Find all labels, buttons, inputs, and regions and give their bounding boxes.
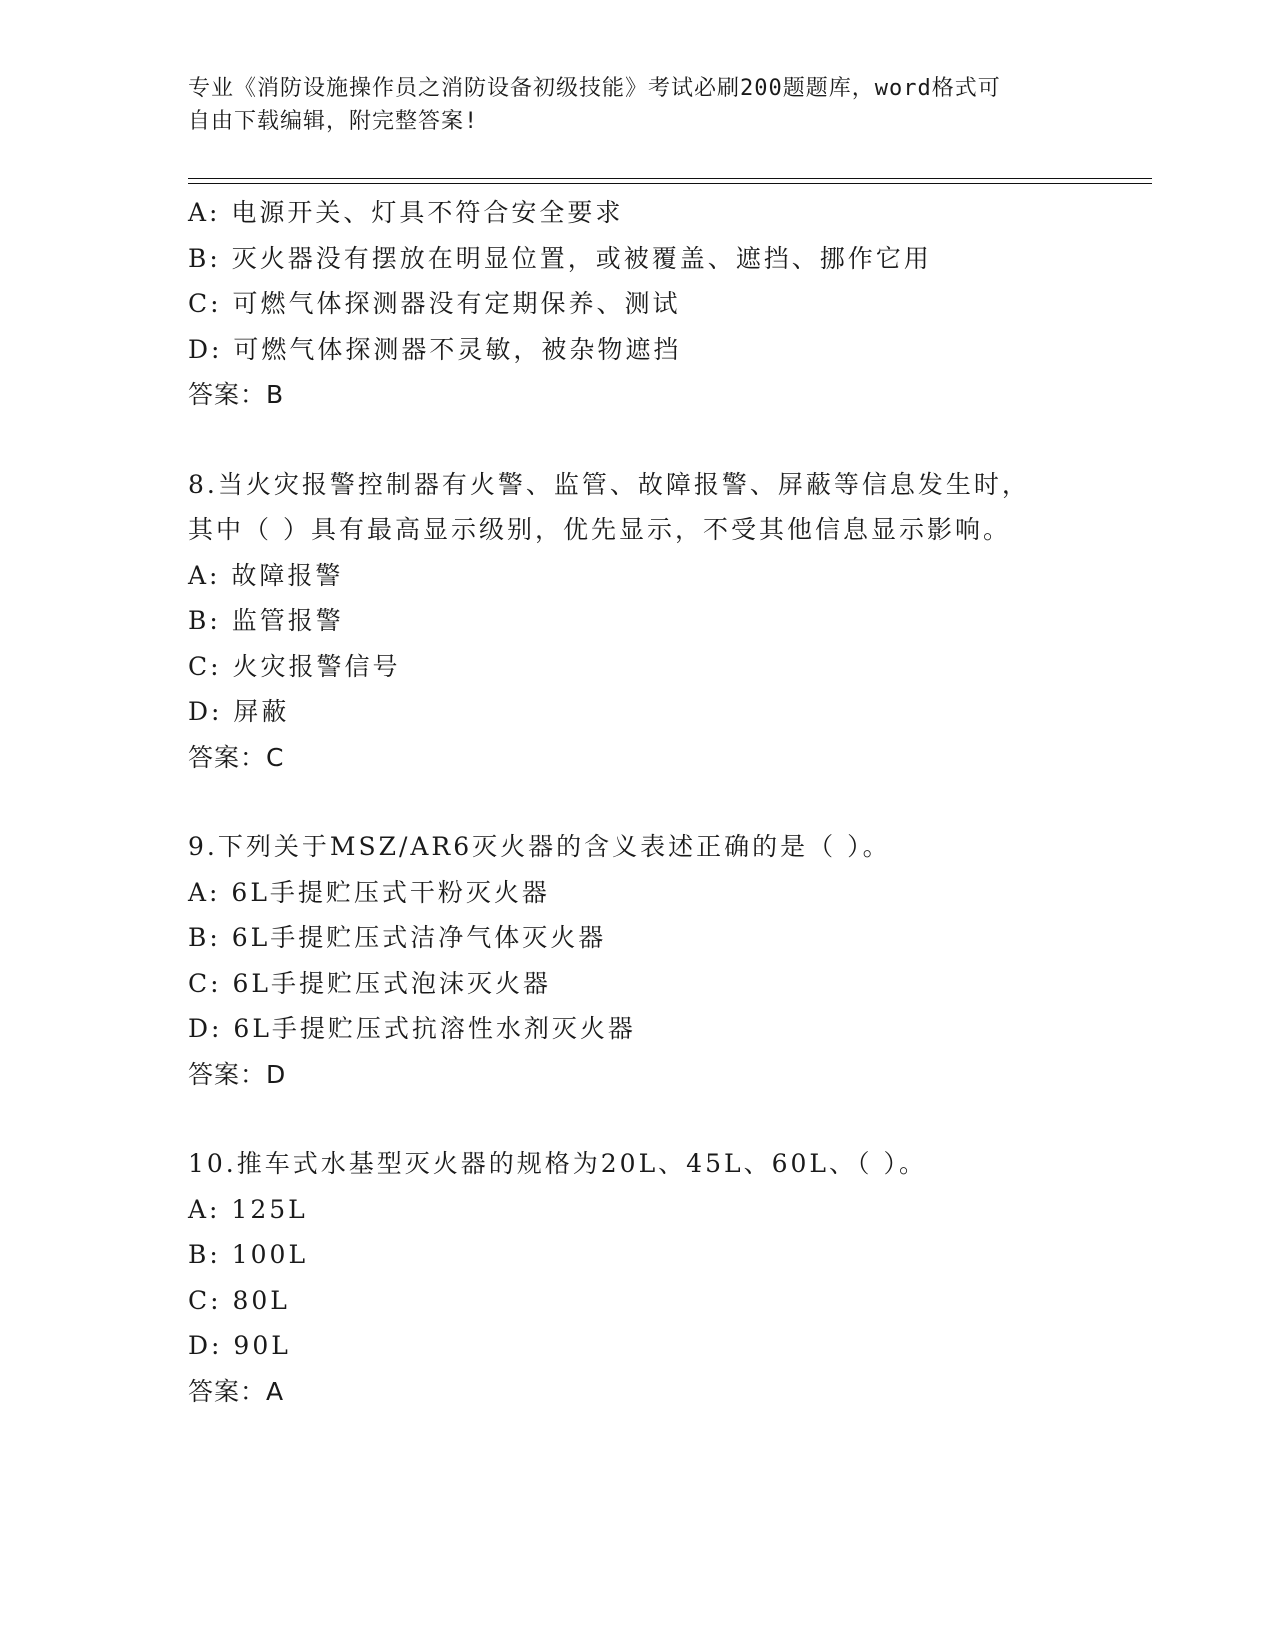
option-c: C: 80L bbox=[188, 1285, 290, 1315]
question-7-partial bbox=[188, 190, 1152, 418]
answer: 答案：B bbox=[188, 380, 285, 409]
question-list bbox=[188, 190, 1152, 1414]
option-b: B: 6L手提贮压式洁净气体灭火器 bbox=[188, 923, 607, 952]
header-divider-bottom bbox=[188, 183, 1152, 184]
header-divider-top bbox=[188, 178, 1152, 179]
answer: 答案：A bbox=[188, 1376, 285, 1406]
option-c: C: 可燃气体探测器没有定期保养、测试 bbox=[188, 289, 681, 318]
header-title-line-1: 专业《消防设施操作员之消防设备初级技能》考试必刷200题题库，word格式可 bbox=[188, 76, 1001, 101]
option-a: A: 125L bbox=[188, 1194, 308, 1224]
option-b: B: 监管报警 bbox=[188, 606, 344, 635]
option-a: A: 电源开关、灯具不符合安全要求 bbox=[188, 198, 624, 227]
question-stem: 9.下列关于MSZ/AR6灭火器的含义表述正确的是（ ）。 bbox=[188, 832, 891, 861]
question-10 bbox=[188, 1141, 1152, 1414]
option-a: A: 故障报警 bbox=[188, 560, 344, 590]
answer: 答案：C bbox=[188, 742, 285, 772]
question-stem-continued: 其中（ ）具有最高显示级别，优先显示，不受其他信息显示影响。 bbox=[188, 515, 1011, 544]
option-c: C: 6L手提贮压式泡沫灭火器 bbox=[188, 968, 552, 998]
option-d: D: 屏蔽 bbox=[188, 697, 290, 726]
answer: 答案：D bbox=[188, 1059, 287, 1089]
header-title-line-2: 自由下载编辑，附完整答案! bbox=[188, 109, 479, 134]
spacer bbox=[188, 418, 1152, 462]
option-b: B: 100L bbox=[188, 1240, 309, 1269]
option-d: D: 90L bbox=[188, 1331, 291, 1360]
question-stem: 10.推车式水基型灭火器的规格为20L、45L、60L、（ ）。 bbox=[188, 1149, 927, 1178]
option-d: D: 可燃气体探测器不灵敏，被杂物遮挡 bbox=[188, 334, 682, 364]
question-stem: 8.当火灾报警控制器有火警、监管、故障报警、屏蔽等信息发生时， bbox=[188, 469, 1030, 499]
spacer bbox=[188, 780, 1152, 824]
option-d: D: 6L手提贮压式抗溶性水剂灭火器 bbox=[188, 1014, 636, 1043]
question-8 bbox=[188, 462, 1152, 781]
question-9 bbox=[188, 824, 1152, 1097]
option-c: C: 火灾报警信号 bbox=[188, 651, 401, 681]
document-header bbox=[188, 72, 1078, 138]
option-a: A: 6L手提贮压式干粉灭火器 bbox=[188, 877, 550, 907]
option-b: B: 灭火器没有摆放在明显位置，或被覆盖、遮挡、挪作它用 bbox=[188, 243, 932, 273]
spacer bbox=[188, 1097, 1152, 1141]
